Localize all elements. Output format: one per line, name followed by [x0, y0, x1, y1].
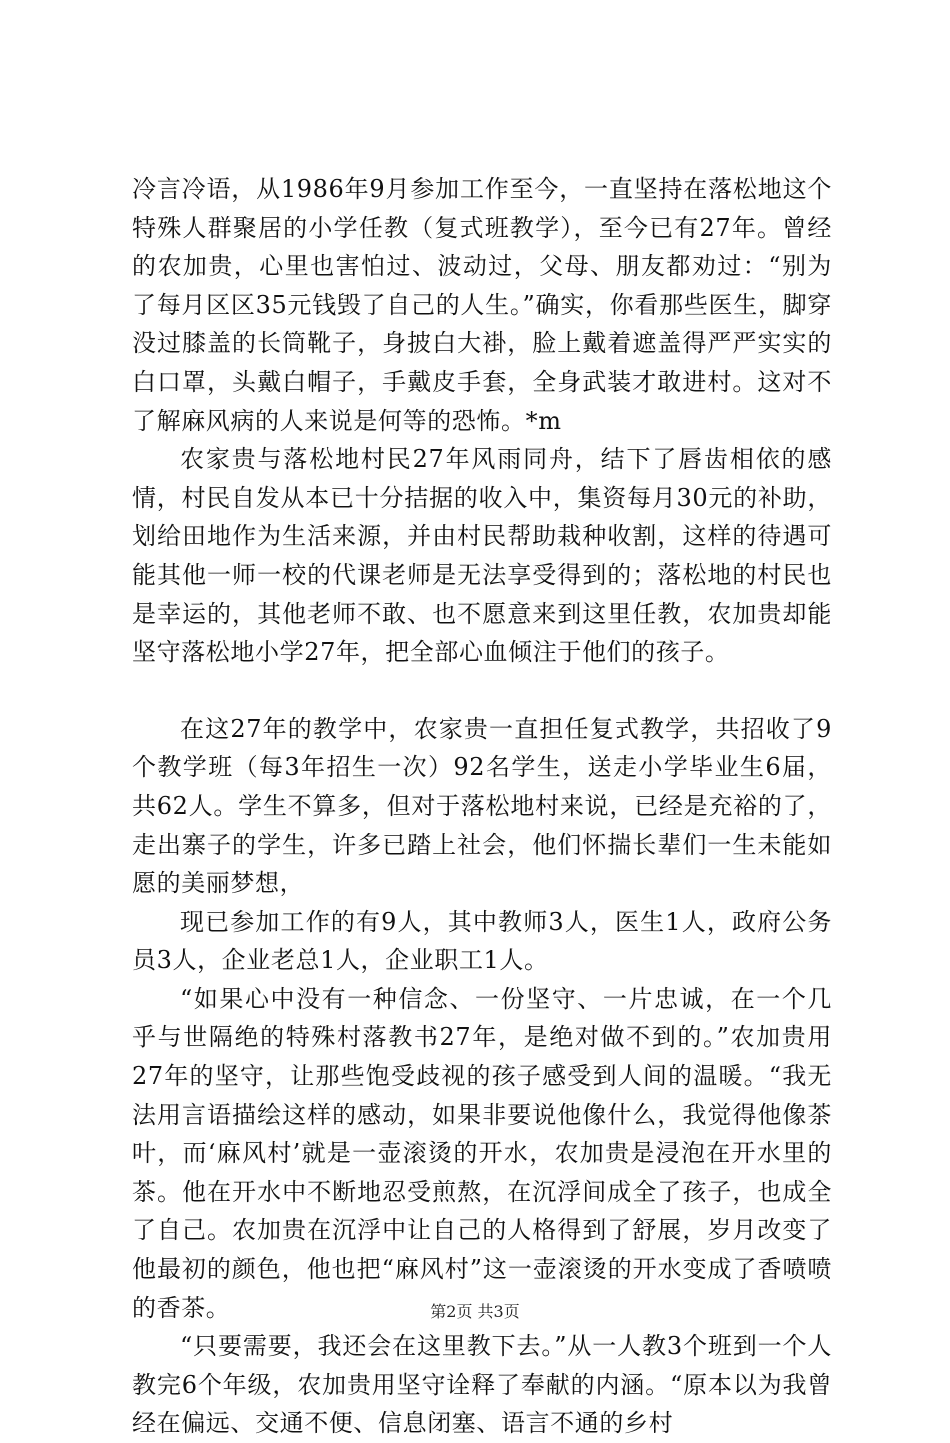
paragraph-3: 在这27年的教学中，农家贵一直担任复式教学，共招收了9个教学班（每3年招生一次）92名学生，送走小学毕业生6届，共62人。学生不算多，但对于落松地村来说，已经是充裕的了，走出寨子的学生，许多已踏上社会，他们怀揣长辈们一生未能如愿的美丽梦想， — [132, 714, 832, 898]
paragraph-1: 冷言冷语，从1986年9月参加工作至今，一直坚持在落松地这个特殊人群聚居的小学任教（复式班教学），至今已有27年。曾经的农加贵，心里也害怕过、波动过，父母、朋友都劝过：“别为了每月区区35元钱毁了自己的人生。”确实，你看那些医生，脚穿没过膝盖的长筒靴子，身披白大褂，脸上戴着遮盖得严严实实的白口罩，头戴白帽子，手戴皮手套，全身武装才敢进村。这对不了解麻风病的人来说是何等的恐怖。*m — [132, 175, 832, 435]
paragraph-6: “只要需要，我还会在这里教下去。”从一人教3个班到一个人教完6个年级，农加贵用坚守诠释了奉献的内涵。“原本以为我曾经在偏远、交通不便、信息闭塞、语言不通的乡村 — [132, 1332, 832, 1438]
paragraph-4: 现已参加工作的有9人，其中教师3人，医生1人，政府公务员3人，企业老总1人，企业职工1人。 — [132, 907, 832, 975]
article-body — [132, 170, 832, 1443]
paragraph-2: 农家贵与落松地村民27年风雨同舟，结下了唇齿相依的感情，村民自发从本已十分拮据的收入中，集资每月30元的补助，划给田地作为生活来源，并由村民帮助栽种收割，这样的待遇可能其他一师一校的代课老师是无法享受得到的；落松地的村民也是幸运的，其他老师不敢、也不愿意来到这里任教，农加贵却能坚守落松地小学27年，把全部心血倾注于他们的孩子。 — [132, 445, 832, 667]
page-number-label: 第2页 共3页 — [430, 1302, 520, 1321]
page-footer — [0, 1302, 950, 1322]
paragraph-5: “如果心中没有一种信念、一份坚守、一片忠诚，在一个几乎与世隔绝的特殊村落教书27年，是绝对做不到的。”农加贵用27年的坚守，让那些饱受歧视的孩子感受到人间的温暖。“我无法用言语描绘这样的感动，如果非要说他像什么，我觉得他像茶叶，而‘麻风村’就是一壶滚烫的开水，农加贵是浸泡在开水里的茶。他在开水中不断地忍受煎熬，在沉浮间成全了孩子，也成全了自己。农加贵在沉浮中让自己的人格得到了舒展，岁月改变了他最初的颜色，他也把“麻风村”这一壶滚烫的开水变成了香喷喷的香茶。 — [132, 984, 832, 1322]
